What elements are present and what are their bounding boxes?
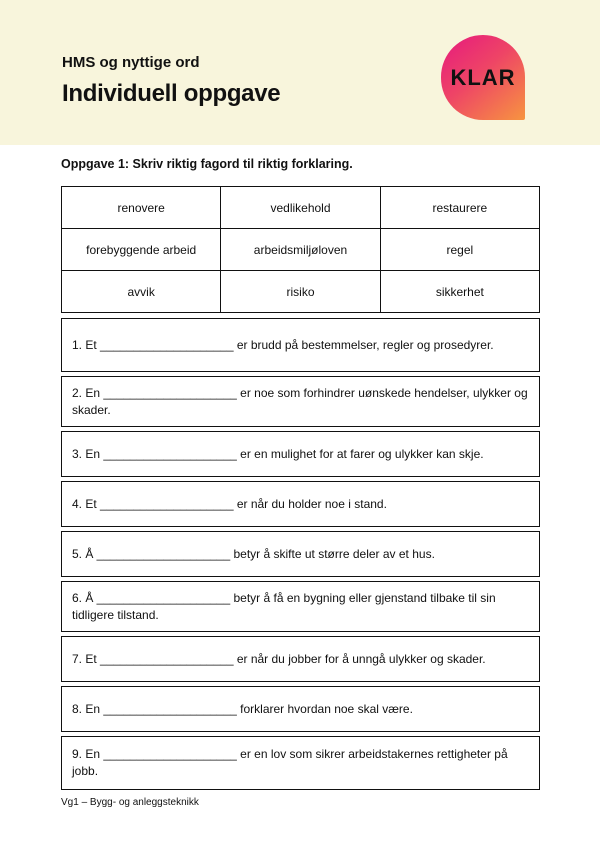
page-title: Individuell oppgave: [62, 80, 281, 107]
word-cell: forebyggende arbeid: [62, 229, 221, 271]
word-bank-row: [62, 229, 540, 271]
question-list: [61, 318, 540, 794]
question-item: [61, 318, 540, 372]
logo-text: KLAR: [450, 64, 516, 90]
word-cell: restaurere: [380, 187, 539, 229]
word-cell: vedlikehold: [221, 187, 380, 229]
question-item: [61, 581, 540, 632]
question-text: 3. En ____________________ er en mulighet for at farer og ulykker kan skje.: [72, 446, 484, 461]
question-item: [61, 431, 540, 477]
question-text: 1. Et ____________________ er brudd på bestemmelser, regler og prosedyrer.: [72, 337, 494, 352]
word-bank-table: [61, 186, 540, 313]
word-cell: risiko: [221, 271, 380, 313]
question-text: 8. En ____________________ forklarer hvordan noe skal være.: [72, 701, 413, 716]
question-item: [61, 481, 540, 527]
page-subtitle: HMS og nyttige ord: [62, 54, 200, 71]
question-item: [61, 736, 540, 790]
word-bank-row: [62, 271, 540, 313]
question-text: 4. Et ____________________ er når du holder noe i stand.: [72, 496, 387, 511]
question-text: 6. Å ____________________ betyr å få en bygning eller gjenstand tilbake til sin tidligere tilstand.: [72, 590, 496, 622]
word-cell: avvik: [62, 271, 221, 313]
klar-logo: [441, 35, 525, 120]
question-item: [61, 686, 540, 732]
question-text: 5. Å ____________________ betyr å skifte ut større deler av et hus.: [72, 546, 435, 561]
word-bank-row: [62, 187, 540, 229]
word-cell: arbeidsmiljøloven: [221, 229, 380, 271]
question-text: 9. En ____________________ er en lov som sikrer arbeidstakernes rettigheter på jobb.: [72, 747, 508, 778]
question-text: 2. En ____________________ er noe som forhindrer uønskede hendelser, ulykker og skader.: [72, 385, 528, 417]
word-cell: sikkerhet: [380, 271, 539, 313]
task-heading: Oppgave 1: Skriv riktig fagord til riktig forklaring.: [61, 157, 353, 171]
page-footer: Vg1 – Bygg- og anleggsteknikk: [61, 797, 199, 808]
header-banner: [0, 0, 600, 145]
question-item: [61, 531, 540, 577]
word-cell: renovere: [62, 187, 221, 229]
question-item: [61, 636, 540, 682]
question-item: [61, 376, 540, 427]
word-cell: regel: [380, 229, 539, 271]
question-text: 7. Et ____________________ er når du jobber for å unngå ulykker og skader.: [72, 651, 486, 666]
